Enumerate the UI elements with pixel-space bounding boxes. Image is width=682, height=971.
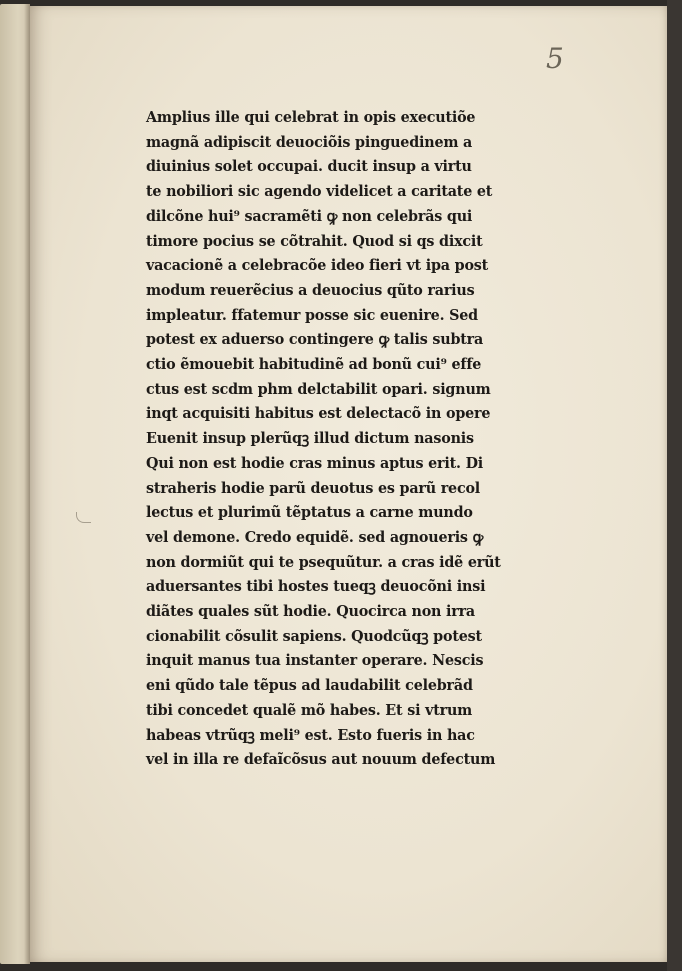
text-line: vacacionẽ a celebracõe ideo fieri vt ipa post <box>146 257 489 275</box>
text-line: magnã adipiscit deuociõis pinguedinem a <box>146 133 473 151</box>
text-line: dilcõne hui⁹ sacramẽti ꝙ non celebrãs qui <box>146 207 473 225</box>
text-line: non dormiũt qui te psequũtur. a cras idẽ erũt <box>146 553 501 571</box>
scan-background-edge <box>667 0 682 971</box>
text-line: timore pocius se cõtrahit. Quod si qs dixcit <box>146 232 483 250</box>
text-line: aduersantes tibi hostes tueqꝫ deuocõni insi <box>146 578 486 596</box>
text-line: cionabilit cõsulit sapiens. Quodcũqꝫ potest <box>146 627 482 645</box>
text-line: vel in illa re defaĩcõsus aut nouum defectum <box>146 751 496 769</box>
margin-mark <box>76 512 91 523</box>
text-line: modum reuerẽcius a deuocius qũto rarius <box>146 281 475 299</box>
text-line: vel demone. Credo equidẽ. sed agnoueris ꝙ <box>146 528 484 546</box>
text-line: Qui non est hodie cras minus aptus erit. Di <box>146 454 484 472</box>
folio-number: 5 <box>546 42 564 75</box>
text-line: te nobiliori sic agendo videlicet a caritate et <box>146 183 493 201</box>
text-line: ctus est scdm phm delctabilit opari. signum <box>146 380 491 398</box>
text-line: diãtes quales sũt hodie. Quocirca non irra <box>146 603 476 621</box>
text-line: impleatur. ffatemur posse sic euenire. Sed <box>146 306 478 324</box>
text-line: Euenit insup plerũqꝫ illud dictum nasonis <box>146 430 474 448</box>
text-line: eni qũdo tale tẽpus ad laudabilit celebrãd <box>146 677 473 695</box>
facing-page-edge <box>0 4 30 964</box>
text-line: inquit manus tua instanter operare. Nescis <box>146 652 484 670</box>
text-line: diuinius solet occupai. ducit insup a virtu <box>146 158 472 176</box>
book-page <box>30 6 667 962</box>
text-line: Amplius ille qui celebrat in opis executiõe <box>146 109 476 126</box>
text-line: lectus et plurimũ tẽptatus a carne mundo <box>146 504 473 522</box>
text-line: ctio ẽmouebit habitudinẽ ad bonũ cui⁹ effe <box>146 356 482 374</box>
text-line: potest ex aduerso contingere ꝙ talis subtra <box>146 331 484 349</box>
text-block <box>146 106 546 773</box>
text-line: habeas vtrũqꝫ meli⁹ est. Esto fueris in hac <box>146 726 475 744</box>
text-line: straheris hodie parũ deuotus es parũ recol <box>146 479 481 497</box>
text-line: inqt acquisiti habitus est delectacõ in opere <box>146 405 491 423</box>
text-line: tibi concedet qualẽ mõ habes. Et si vtrum <box>146 701 473 719</box>
